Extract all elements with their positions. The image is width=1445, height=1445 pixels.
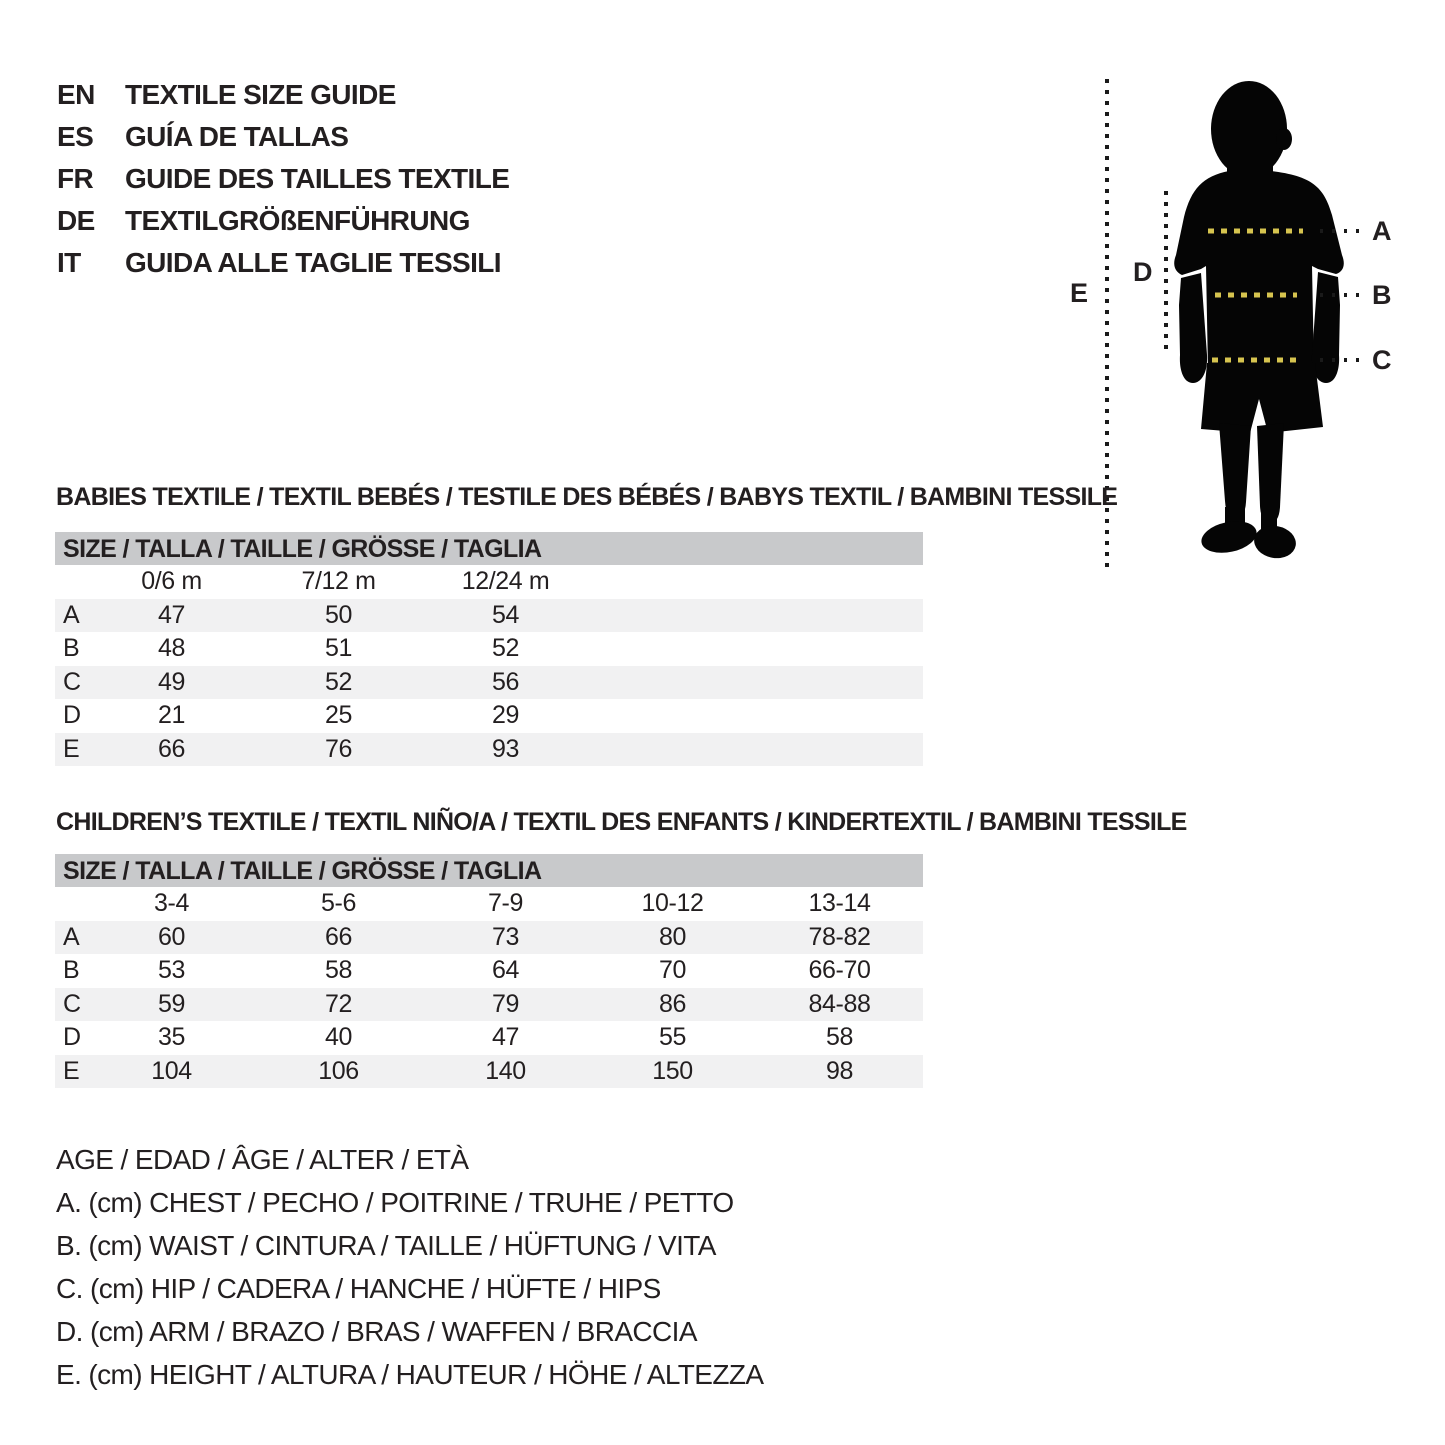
table-row (55, 921, 923, 955)
cell: 104 (151, 1056, 192, 1085)
children-col-3-4: 3-4 (154, 889, 189, 918)
children-size-header-bar: SIZE / TALLA / TAILLE / GRÖSSE / TAGLIA (55, 854, 923, 887)
row-label: D (63, 701, 81, 730)
language-row-de (57, 200, 509, 242)
table-row (55, 666, 923, 700)
guide-title-en: TEXTILE SIZE GUIDE (125, 79, 396, 110)
row-label: E (63, 1056, 80, 1085)
cell: 72 (324, 989, 352, 1018)
table-row (55, 599, 923, 633)
babies-column-header-row (55, 565, 923, 599)
cell: 60 (157, 922, 185, 951)
table-row (55, 954, 923, 988)
babies-col-12-24m: 12/24 m (461, 567, 550, 596)
row-label: D (63, 1023, 81, 1052)
children-col-13-14: 13-14 (808, 889, 871, 918)
cell: 55 (658, 1023, 686, 1052)
table-row (55, 988, 923, 1022)
table-row (55, 699, 923, 733)
babies-col-7-12m: 7/12 m (301, 567, 376, 596)
language-code-fr: FR (57, 163, 94, 194)
babies-size-header-bar: SIZE / TALLA / TAILLE / GRÖSSE / TAGLIA (55, 532, 923, 565)
cell: 25 (324, 701, 352, 730)
row-label: E (63, 734, 80, 763)
figure-label-hip-c: C (1372, 345, 1391, 375)
cell: 140 (485, 1056, 526, 1085)
guide-title-de: TEXTILGRÖßENFÜHRUNG (125, 205, 470, 236)
cell: 76 (324, 734, 352, 763)
cell: 50 (324, 600, 352, 629)
language-row-it (57, 242, 509, 284)
babies-col-0-6m: 0/6 m (141, 567, 202, 596)
legend-line-hip: C. (cm) HIP / CADERA / HANCHE / HÜFTE / HIPS (56, 1273, 661, 1304)
table-row (55, 733, 923, 767)
row-label: C (63, 667, 81, 696)
cell: 66 (324, 922, 352, 951)
cell: 54 (491, 600, 519, 629)
cell: 40 (324, 1023, 352, 1052)
legend-line-age: AGE / EDAD / ÂGE / ALTER / ETÀ (56, 1144, 469, 1175)
child-silhouette (1174, 81, 1344, 561)
cell: 52 (491, 634, 519, 663)
children-section-title: CHILDREN’S TEXTILE / TEXTIL NIÑO/A / TEXTIL DES ENFANTS / KINDERTEXTIL / BAMBINI TESSILE (56, 808, 1187, 836)
cell: 35 (157, 1023, 185, 1052)
legend-line-chest: A. (cm) CHEST / PECHO / POITRINE / TRUHE / PETTO (56, 1187, 734, 1218)
children-size-table (55, 854, 923, 1088)
cell: 56 (491, 667, 519, 696)
children-col-10-12: 10-12 (641, 889, 704, 918)
language-row-fr (57, 158, 509, 200)
cell: 47 (491, 1023, 519, 1052)
language-code-en: EN (57, 79, 95, 110)
figure-label-waist-b: B (1372, 280, 1391, 310)
figure-label-chest-a: A (1372, 216, 1391, 246)
legend-line-waist: B. (cm) WAIST / CINTURA / TAILLE / HÜFTUNG / VITA (56, 1230, 716, 1261)
cell: 106 (318, 1056, 359, 1085)
cell: 47 (157, 600, 185, 629)
guide-title-fr: GUIDE DES TAILLES TEXTILE (125, 163, 510, 194)
children-col-5-6: 5-6 (321, 889, 356, 918)
figure-label-arm-d: D (1133, 257, 1152, 287)
guide-title-it: GUIDA ALLE TAGLIE TESSILI (125, 247, 501, 278)
language-title-block (57, 74, 509, 284)
guide-title-es: GUÍA DE TALLAS (125, 121, 349, 152)
cell: 58 (825, 1023, 853, 1052)
language-row-es (57, 116, 509, 158)
language-code-es: ES (57, 121, 94, 152)
row-label: C (63, 989, 81, 1018)
cell: 98 (825, 1056, 853, 1085)
language-row-en (57, 74, 509, 116)
row-label: B (63, 956, 80, 985)
cell: 58 (324, 956, 352, 985)
cell: 93 (491, 734, 519, 763)
cell: 70 (658, 956, 686, 985)
babies-size-table (55, 532, 923, 766)
legend-line-arm: D. (cm) ARM / BRAZO / BRAS / WAFFEN / BRACCIA (56, 1316, 697, 1347)
cell: 86 (658, 989, 686, 1018)
cell: 53 (157, 956, 185, 985)
table-row (55, 632, 923, 666)
language-code-de: DE (57, 205, 95, 236)
cell: 52 (324, 667, 352, 696)
cell: 80 (658, 922, 686, 951)
measurement-legend (56, 1138, 763, 1396)
babies-section-title: BABIES TEXTILE / TEXTIL BEBÉS / TESTILE DES BÉBÉS / BABYS TEXTIL / BAMBINI TESSILE (56, 483, 1118, 511)
cell: 64 (491, 956, 519, 985)
cell: 21 (157, 701, 185, 730)
cell: 66 (157, 734, 185, 763)
cell: 78-82 (808, 922, 871, 951)
cell: 84-88 (808, 989, 871, 1018)
row-label: A (63, 922, 80, 951)
cell: 29 (491, 701, 519, 730)
cell: 79 (491, 989, 519, 1018)
cell: 48 (157, 634, 185, 663)
table-row (55, 1055, 923, 1089)
figure-label-height-e: E (1070, 278, 1088, 308)
cell: 66-70 (808, 956, 871, 985)
row-label: A (63, 600, 80, 629)
cell: 59 (157, 989, 185, 1018)
children-column-header-row (55, 887, 923, 921)
legend-line-height: E. (cm) HEIGHT / ALTURA / HAUTEUR / HÖHE / ALTEZZA (56, 1359, 764, 1390)
table-row (55, 1021, 923, 1055)
row-label: B (63, 634, 80, 663)
language-code-it: IT (57, 247, 81, 278)
cell: 49 (157, 667, 185, 696)
cell: 150 (652, 1056, 693, 1085)
children-col-7-9: 7-9 (488, 889, 523, 918)
cell: 51 (324, 634, 352, 663)
cell: 73 (491, 922, 519, 951)
